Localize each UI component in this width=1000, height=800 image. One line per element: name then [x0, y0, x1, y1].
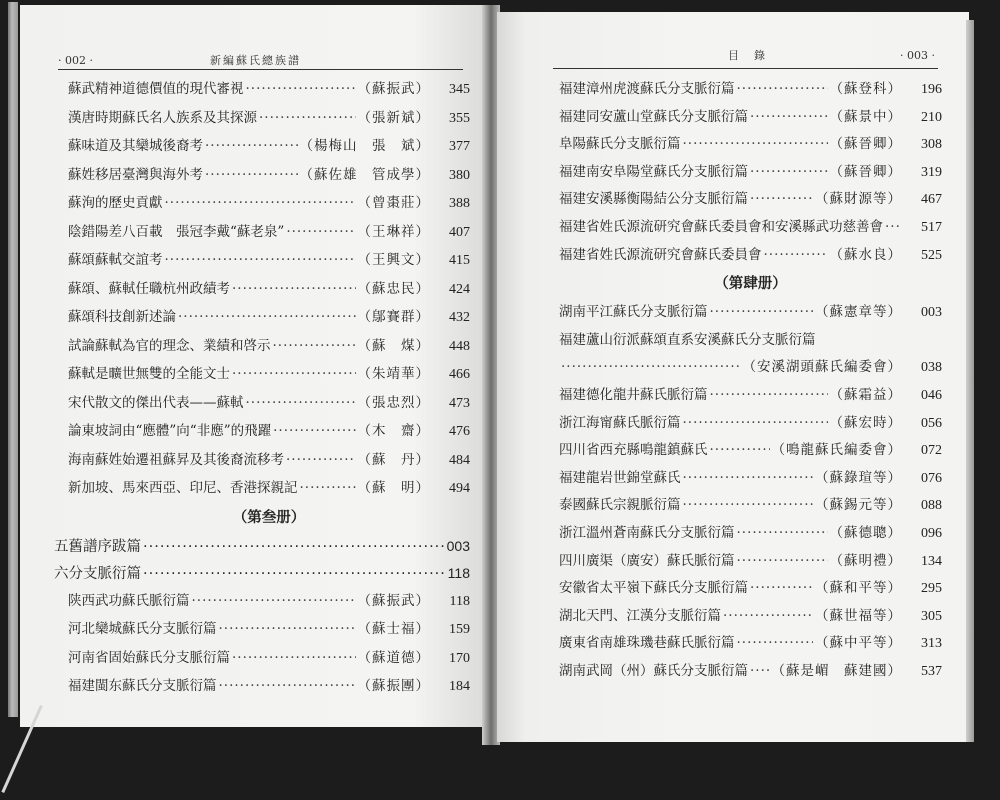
section-title: 舊譜序跋篇 — [68, 538, 141, 555]
toc-entry — [68, 104, 470, 133]
toc-entry-author: （張新斌） — [357, 109, 430, 126]
toc-entry-author: （蘇晉卿） — [829, 136, 902, 153]
dot-leader — [750, 104, 828, 132]
toc-entry — [559, 603, 942, 631]
dot-leader — [165, 189, 356, 218]
toc-entry-page: 407 — [449, 224, 470, 240]
dot-leader — [143, 561, 446, 588]
toc-entry-page: 380 — [449, 167, 470, 183]
toc-entry-page: 295 — [921, 581, 942, 597]
page-stack-edge-right — [966, 20, 974, 742]
section-page: 118 — [447, 564, 470, 581]
toc-entry — [68, 332, 470, 361]
toc-entry-author: （蘇振團） — [357, 678, 430, 694]
toc-entry-title: 福建同安蘆山堂蘇氏分支脈衍篇 — [559, 108, 748, 125]
toc-entry-author: （楊梅山 張 斌） — [299, 138, 430, 154]
dot-leader — [232, 275, 356, 304]
toc-entry-page: 305 — [921, 608, 942, 624]
toc-entry-page: 355 — [449, 110, 470, 126]
dot-leader — [259, 104, 356, 133]
toc-entry — [559, 575, 942, 603]
toc-entry-author: （王琳祥） — [357, 223, 430, 240]
toc-entry — [559, 465, 942, 493]
toc-entry-page: 056 — [921, 415, 942, 431]
toc-entry-page: 377 — [449, 139, 470, 154]
dot-leader — [232, 644, 356, 673]
toc-entry-author: （蘇 明） — [357, 480, 430, 496]
toc-entry-title: 四川廣渠（廣安）蘇氏脈衍篇 — [559, 552, 735, 569]
left-page — [20, 5, 482, 727]
toc-entry — [68, 417, 470, 446]
toc-entry — [68, 218, 470, 247]
dot-leader — [737, 520, 828, 548]
toc-entry-author: （蘇晉卿） — [829, 163, 902, 180]
toc-entry-author: （蘇登科） — [829, 81, 902, 97]
left-page-number: · 002 · — [58, 53, 93, 67]
toc-entry-page: 319 — [921, 164, 942, 180]
toc-entry-title: 陕西武功蘇氏脈衍篇 — [68, 592, 190, 609]
dot-leader — [205, 161, 298, 190]
section-number: 五 — [54, 538, 69, 555]
toc-entry-author: （蘇和平等） — [815, 580, 902, 597]
toc-entry-title: 漢唐時期蘇氏名人族系及其探源 — [68, 109, 257, 126]
toc-entry-author: （朱靖華） — [357, 366, 430, 382]
toc-entry-title: 福建安溪縣衡陽結公分支脈衍篇 — [559, 191, 748, 208]
dot-leader — [683, 410, 828, 438]
dot-leader — [273, 417, 355, 446]
right-page-header — [555, 47, 935, 63]
toc-entry-page: 184 — [449, 679, 470, 694]
toc-entry — [68, 360, 470, 389]
dot-leader — [764, 242, 828, 270]
toc-entry-author: （王興文） — [357, 252, 430, 268]
toc-entry — [68, 446, 470, 475]
toc-entry-author: （蘇錄瑄等） — [815, 469, 902, 486]
toc-entry-author: （蘇振武） — [357, 81, 430, 97]
dot-leader — [246, 75, 356, 104]
toc-entry — [559, 382, 942, 410]
toc-entry — [68, 161, 470, 190]
toc-entry-title: 湖南武岡（州）蘇氏分支脈衍篇 — [559, 662, 748, 679]
toc-entry-page: 467 — [921, 192, 942, 208]
toc-entry-title: 福建省姓氏源流研究會蘇氏委員會和安溪縣武功慈善會 — [559, 218, 883, 235]
toc-entry-title: 福建省姓氏源流研究會蘇氏委員會 — [559, 246, 762, 263]
right-running-title: 目 錄 — [728, 49, 767, 62]
toc-entry-title: 論東坡詞由“應體”向“非應”的飛躍 — [68, 423, 272, 439]
toc-entry-title: 湖北天門、江漢分支脈衍篇 — [559, 607, 721, 624]
toc-entry-page: 170 — [449, 650, 470, 666]
toc-entry-page: 432 — [449, 310, 470, 325]
toc-entry-page: 494 — [449, 481, 470, 496]
toc-entry-title: 浙江海甯蘇氏脈衍篇 — [559, 414, 681, 431]
toc-entry-title: 湖南平江蘇氏分支脈衍篇 — [559, 304, 708, 321]
toc-entry — [68, 615, 470, 644]
toc-entry-author: （蘇佐雄 管成學） — [299, 166, 430, 183]
toc-entry-title: 浙江溫州蒼南蘇氏分支脈衍篇 — [559, 524, 735, 541]
dot-leader — [192, 587, 356, 616]
toc-entry — [559, 327, 942, 355]
toc-entry-page: 517 — [921, 219, 942, 235]
left-header-rule — [58, 69, 463, 70]
toc-section — [54, 533, 470, 560]
toc-entry-author: （安溪湖頭蘇氏編委會） — [742, 359, 902, 376]
right-entries-bottom — [559, 299, 942, 685]
toc-entry-author: （蘇宏時） — [829, 414, 902, 431]
dot-leader — [737, 76, 828, 104]
toc-entry-title: 新加坡、馬來西亞、印尼、香港探親記 — [68, 480, 298, 496]
toc-entry-title: 泰國蘇氏宗親脈衍篇 — [559, 497, 681, 514]
dot-leader — [143, 534, 445, 561]
volume-heading-4: （第肆册） — [714, 276, 787, 293]
dot-leader — [737, 630, 814, 658]
toc-entry-page: 388 — [449, 196, 470, 211]
dot-leader — [710, 437, 770, 465]
toc-section — [54, 560, 470, 587]
toc-entry-title: 河北欒城蘇氏分支脈衍篇 — [68, 621, 217, 637]
toc-entry-author: （蘇財源等） — [815, 191, 902, 208]
left-entries-bottom — [68, 587, 470, 701]
toc-entry-title: 蘇味道及其欒城後裔考 — [68, 138, 203, 154]
toc-entry-page: 076 — [921, 470, 942, 486]
toc-entry-author: （蘇霜益） — [829, 386, 902, 403]
volume-heading-3: （第叁册） — [232, 509, 306, 526]
toc-entry — [68, 275, 470, 304]
toc-entry-author: （鳴龍蘇氏編委會） — [771, 442, 902, 459]
toc-entry — [68, 75, 470, 104]
dot-leader — [300, 474, 356, 503]
toc-entry-author: （蘇忠民） — [357, 280, 430, 297]
right-entries-top — [559, 76, 942, 269]
page-stack-edge-left — [8, 2, 18, 717]
toc-entry-page: 525 — [921, 247, 942, 263]
toc-entry — [68, 474, 470, 503]
toc-entry-title: 福建漳州虎渡蘇氏分支脈衍篇 — [559, 81, 735, 97]
toc-entry-page: 476 — [449, 424, 470, 439]
toc-entry — [559, 410, 942, 438]
dot-leader — [885, 214, 900, 242]
dot-leader — [683, 492, 814, 520]
toc-entry — [559, 242, 942, 270]
toc-entry-title: 廣東省南雄珠璣巷蘇氏脈衍篇 — [559, 635, 735, 652]
left-sections — [54, 533, 470, 587]
right-page — [497, 12, 969, 742]
right-page-number: · 003 · — [900, 48, 935, 62]
toc-entry — [559, 131, 942, 159]
toc-entry-page: 072 — [921, 443, 942, 459]
dot-leader — [683, 131, 828, 159]
toc-entry-page: 313 — [921, 636, 942, 652]
toc-entry-title: 福建龍岩世錦堂蘇氏 — [559, 469, 681, 486]
toc-entry-author: （蘇 丹） — [357, 451, 430, 468]
dot-leader — [273, 332, 356, 361]
toc-entry-author: （蘇 煤） — [357, 337, 430, 354]
toc-entry-title: 蘇頌蘇軾交誼考 — [68, 252, 163, 268]
toc-entry-page: 473 — [449, 395, 470, 411]
toc-entry-title: 蘇洵的歷史貢獻 — [68, 195, 163, 211]
toc-entry-title: 福建德化龍井蘇氏脈衍篇 — [559, 386, 708, 403]
toc-entry-page: 046 — [921, 387, 942, 403]
dot-leader — [205, 132, 298, 161]
right-toc — [559, 76, 942, 685]
toc-entry — [559, 159, 942, 187]
dot-leader — [710, 299, 814, 327]
toc-entry — [559, 104, 942, 132]
toc-entry-page: 345 — [449, 82, 470, 97]
toc-entry-title: 試論蘇軾為官的理念、業績和啓示 — [68, 337, 271, 354]
toc-entry — [68, 587, 470, 616]
left-page-header — [58, 52, 458, 68]
dot-leader — [750, 159, 828, 187]
toc-entry-author: （蘇振武） — [357, 592, 430, 609]
toc-entry-author: （蘇道德） — [357, 649, 430, 666]
toc-entry — [559, 299, 942, 327]
dot-leader — [219, 615, 356, 644]
toc-entry-page: 424 — [449, 281, 470, 297]
toc-entry-title: 蘇姓移居臺灣與海外考 — [68, 166, 203, 183]
toc-entry-author: （蘇是嵋 蘇建國） — [771, 662, 902, 679]
toc-entry-page: 415 — [449, 253, 470, 268]
section-page: 003 — [446, 537, 470, 554]
toc-entry — [559, 354, 942, 382]
toc-entry-page: 537 — [921, 663, 942, 679]
toc-entry-author: （蘇水良） — [829, 246, 902, 263]
left-entries-top — [68, 75, 470, 503]
toc-entry-author: （蘇士福） — [357, 621, 430, 637]
toc-entry-title: 陰錯陽差八百載 張冠李戴“蘇老泉” — [68, 223, 285, 240]
toc-entry-title: 四川省西充縣鳴龍鎮蘇氏 — [559, 442, 708, 459]
toc-entry — [559, 214, 942, 242]
toc-entry-page: 308 — [921, 137, 942, 153]
toc-entry-author: （蘇憲章等） — [815, 304, 902, 321]
toc-entry-title: 蘇頌、蘇軾任職杭州政績考 — [68, 280, 230, 297]
toc-entry — [559, 658, 942, 686]
dot-leader — [246, 389, 356, 418]
toc-entry-page: 159 — [449, 622, 470, 637]
toc-entry — [559, 520, 942, 548]
toc-entry-page: 118 — [449, 593, 470, 609]
left-toc — [54, 75, 470, 701]
toc-entry — [68, 132, 470, 161]
toc-entry-page: 134 — [921, 553, 942, 569]
section-number: 六 — [54, 565, 69, 582]
toc-entry-author: （蘇景中） — [829, 108, 902, 125]
dot-leader — [219, 672, 356, 701]
dot-leader — [750, 658, 770, 686]
dot-leader — [683, 465, 814, 493]
toc-entry-title: 河南省固始蘇氏分支脈衍篇 — [68, 649, 230, 666]
toc-entry — [559, 186, 942, 214]
toc-entry — [68, 672, 470, 701]
toc-entry — [559, 492, 942, 520]
toc-entry-author: （鄔賽群） — [357, 309, 430, 325]
toc-entry — [68, 189, 470, 218]
left-running-title: 新編蘇氏總族譜 — [209, 54, 301, 67]
toc-entry-title: 海南蘇姓始遷祖蘇昇及其後裔流移考 — [68, 451, 284, 468]
toc-entry — [68, 389, 470, 418]
toc-entry-author: （蘇明禮） — [829, 552, 902, 569]
toc-entry-title: 蘇軾是曠世無雙的全能文士 — [68, 366, 230, 382]
toc-entry-page: 210 — [921, 109, 942, 125]
toc-entry-page: 096 — [921, 525, 942, 541]
toc-entry-title: 福建南安阜陽堂蘇氏分支脈衍篇 — [559, 163, 748, 180]
toc-entry-page: 484 — [449, 452, 470, 468]
toc-entry-title: 福建閩东蘇氏分支脈衍篇 — [68, 678, 217, 694]
toc-entry-title: 蘇頌科技創新述論 — [68, 309, 176, 325]
dot-leader — [723, 603, 813, 631]
toc-entry-title: 福建蘆山衍派蘇頌直系安溪蘇氏分支脈衍篇 — [559, 331, 816, 348]
toc-entry-title: 宋代散文的傑出代表——蘇軾 — [68, 394, 244, 411]
dot-leader — [165, 246, 356, 275]
toc-entry — [559, 76, 942, 104]
toc-entry-page: 088 — [921, 498, 942, 514]
toc-entry-author: （蘇錫元等） — [815, 497, 902, 514]
toc-entry-page: 466 — [449, 367, 470, 382]
dot-leader — [178, 303, 356, 332]
toc-entry-page: 038 — [921, 360, 942, 376]
toc-entry — [559, 548, 942, 576]
dot-leader — [710, 382, 828, 410]
toc-entry-page: 448 — [449, 338, 470, 354]
toc-entry-title: 安徽省太平嶺下蘇氏分支脈衍篇 — [559, 580, 748, 597]
toc-entry-title: 阜陽蘇氏分支脈衍篇 — [559, 136, 681, 153]
toc-entry-title: 蘇武精神道德價值的現代審視 — [68, 81, 244, 97]
toc-entry-author: （曾棗莊） — [357, 195, 430, 211]
toc-entry-page: 003 — [921, 305, 942, 321]
right-header-rule — [553, 68, 938, 69]
dot-leader — [232, 360, 356, 389]
toc-entry — [559, 630, 942, 658]
toc-entry — [68, 303, 470, 332]
dot-leader — [750, 186, 813, 214]
toc-entry-page: 196 — [921, 82, 942, 97]
dot-leader — [561, 354, 741, 382]
toc-entry — [68, 246, 470, 275]
toc-entry-author: （蘇中平等） — [815, 635, 902, 652]
toc-entry-author: （木 齋） — [357, 423, 430, 439]
dot-leader — [286, 446, 356, 475]
toc-entry-author: （張忠烈） — [357, 394, 430, 411]
dot-leader — [737, 548, 828, 576]
dot-leader — [286, 218, 355, 247]
toc-entry — [559, 437, 942, 465]
toc-entry — [68, 644, 470, 673]
section-title: 分支脈衍篇 — [68, 565, 141, 582]
dot-leader — [750, 575, 813, 603]
toc-entry-author: （蘇德聰） — [829, 524, 902, 541]
toc-entry-author: （蘇世福等） — [815, 607, 902, 624]
